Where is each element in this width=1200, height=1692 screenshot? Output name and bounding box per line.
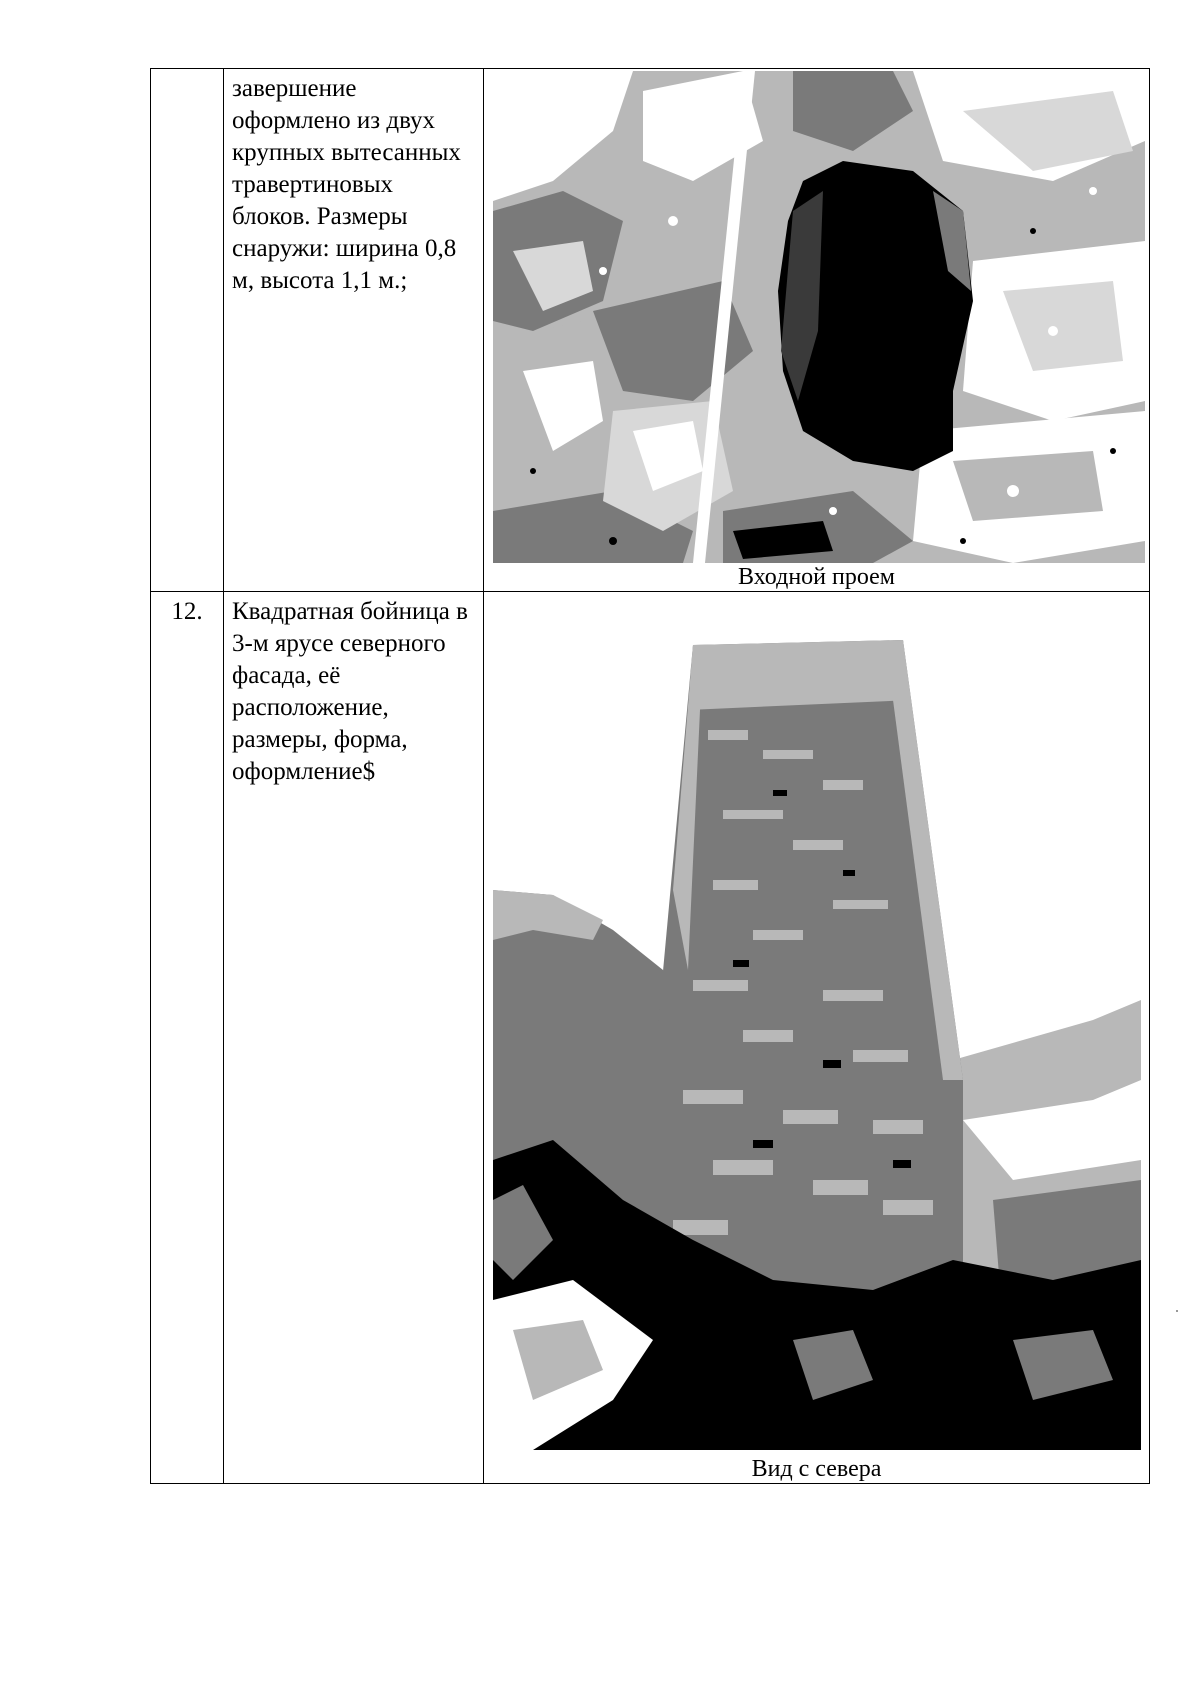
row-description: Квадратная бойница в 3-м ярусе северного фасада, её расположение, размеры, форма, оформление$: [224, 592, 484, 1484]
photo-cell: [484, 592, 1150, 1484]
row-description: завершение оформлено из двух крупных вытесанных травертиновых блоков. Размеры снаружи: ширина 0,8 м, высота 1,1 м.;: [224, 69, 484, 592]
row-number: 12.: [151, 592, 224, 1484]
table-row: [151, 69, 1150, 592]
monument-table: [150, 68, 1150, 1484]
stone-tower-photo-icon: [493, 640, 1141, 1450]
row-number: [151, 69, 224, 592]
photo-caption: Вид с севера: [751, 1456, 882, 1482]
photo-caption: Входной проем: [738, 564, 895, 590]
table-row: [151, 592, 1150, 1484]
photo-cell: [484, 69, 1150, 592]
scan-speck: [1176, 1310, 1178, 1312]
stone-doorway-photo-icon: [493, 71, 1145, 563]
